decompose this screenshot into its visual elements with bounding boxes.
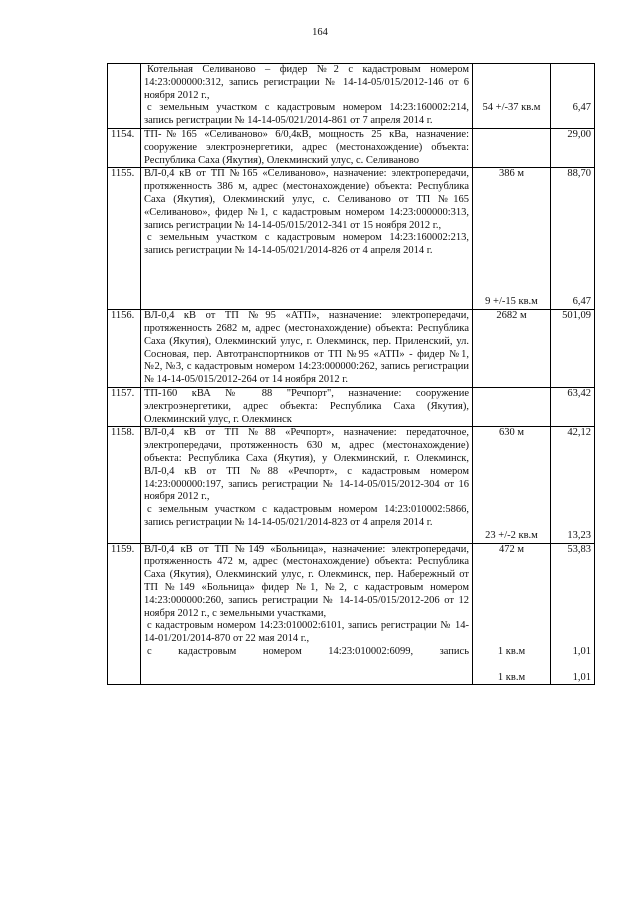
object-description: ВЛ-0,4 кВ от ТП №149 «Больница», назначение: электропередачи, протяженность 472 м, адрес (местонахождение) объекта: Республика Саха (Якутия), Олекминский улус, г. Олекминск, пер. Набережный от ТП №149 «Больница» фидер №1, №2, с кадастровым номером 14:23:000000:260, запись регистрации № 14-14-05/015/2012-206 от 12 ноября 2012 г., с земельными участками, bbox=[144, 543, 469, 619]
area-value: 54 +/-37 кв.м bbox=[482, 102, 541, 114]
cost-value: 42,12 bbox=[567, 427, 591, 439]
land-plot-description: с земельным участком с кадастровым номером 14:23:010002:5866, запись регистрации № 14-14-05/021/2014-823 от 4 апреля 2014 г. bbox=[144, 504, 469, 528]
cost-value: 63,42 bbox=[567, 387, 591, 399]
object-description: ВЛ-0,4 кВ от ТП №95 «АТП», назначение: электропередачи, протяженность 2682 м, адрес (местонахождение) объекта: Республика Саха (Якутия), Олекминский улус, г. Олекминск, пер. Приленский, ул. Сосновая, пер. Автотранспортников от ТП №95 «АТП» - фидер №1, №2, №3, с кадастровым номером 14:23:000000:262, запись регистрации № 14-14-05/015/2012-264 от 14 ноября 2012 г. bbox=[144, 310, 469, 386]
object-description: ТП-160 кВА № 88 "Речпорт", назначение: сооружение электроэнергетики, адрес объекта: Республика Саха (Якутия), Олекминский улус, г. Олекминск bbox=[144, 387, 469, 425]
table-row bbox=[108, 310, 595, 388]
row-number bbox=[108, 64, 141, 129]
land-plot-description: с кадастровым номером 14:23:010002:6101, запись регистрации № 14-14-01/201/2014-870 от 22 мая 2014 г., bbox=[144, 620, 469, 645]
cost-value: 53,83 bbox=[567, 543, 591, 555]
row-number: 1154. bbox=[108, 128, 141, 167]
area-value: 23 +/-2 кв.м bbox=[485, 529, 538, 541]
cost-value: 29,00 bbox=[567, 128, 591, 140]
row-number: 1157. bbox=[108, 387, 141, 426]
object-description: Котельная Селиваново – фидер №2 с кадастровым номером 14:23:000000:312, запись регистрации № 14-14-05/015/2012-146 от 6 ноября 2012 г., bbox=[144, 64, 469, 101]
table-row bbox=[108, 168, 595, 310]
object-description: ТП-№165 «Селиваново» 6/0,4кВ, мощность 25 кВа, назначение: сооружение электроэнергетики, адрес (местонахождение) объекта: Республика Саха (Якутия), Олекминский улус, с. Селиваново bbox=[144, 128, 469, 166]
row-number: 1158. bbox=[108, 427, 141, 543]
length-value: 630 м bbox=[498, 427, 525, 439]
length-value: 472 м bbox=[498, 543, 525, 555]
row-number: 1159. bbox=[108, 543, 141, 685]
row-number: 1156. bbox=[108, 310, 141, 388]
table-row bbox=[108, 128, 595, 167]
cost-value: 6,47 bbox=[572, 296, 591, 308]
object-description: ВЛ-0,4 кВ от ТП №88 «Речпорт», назначение: передаточное, электропередачи, протяженность 630 м, адрес (местонахождение) объекта: Республика Саха (Якутия), у Олекминский, г. Олекминск, ВЛ-0,4 кВ от ТП №88 «Речпорт», с кадастровым номером 14:23:000000:197, запись регистрации № 14-14-05/015/2012-304 от 16 ноября 2012 г., bbox=[144, 427, 469, 503]
cost-value: 88,70 bbox=[567, 168, 591, 180]
table-row bbox=[108, 543, 595, 685]
land-plot-description: с земельным участком с кадастровым номером 14:23:160002:213, запись регистрации № 14-14-05/021/2014-826 от 4 апреля 2014 г. bbox=[144, 232, 469, 257]
cost-value: 1,01 bbox=[572, 671, 591, 683]
table-row bbox=[108, 427, 595, 543]
property-register-table bbox=[107, 63, 595, 685]
cost-value: 13,23 bbox=[567, 529, 591, 541]
area-value: 1 кв.м bbox=[497, 671, 526, 683]
cost-value: 6,47 bbox=[572, 102, 591, 114]
table-row bbox=[108, 387, 595, 426]
table-row bbox=[108, 64, 595, 129]
area-value: 1 кв.м bbox=[497, 645, 526, 657]
cost-value: 501,09 bbox=[562, 310, 591, 322]
land-plot-description: с земельным участком с кадастровым номером 14:23:160002:214, запись регистрации № 14-14-05/021/2014-861 от 7 апреля 2014 г. bbox=[144, 102, 469, 127]
area-value: 9 +/-15 кв.м bbox=[485, 296, 538, 308]
row-number: 1155. bbox=[108, 168, 141, 310]
length-value: 386 м bbox=[498, 168, 525, 180]
cost-value: 1,01 bbox=[572, 645, 591, 657]
object-description: ВЛ-0,4 кВ от ТП №165 «Селиваново», назначение: электропередачи, протяженность 386 м, адрес (местонахождение) объекта: Республика Саха (Якутия), Олекминский улус, с. Селиваново от ТП №165 «Селиваново», фидер №1, с кадастровым номером 14:23:000000:313, запись регистрации № 14-14-05/015/2012-341 от 15 ноября 2012 г., bbox=[144, 168, 469, 231]
page-number: 164 bbox=[312, 27, 328, 38]
length-value: 2682 м bbox=[496, 310, 527, 322]
land-plot-description: с кадастровым номером 14:23:010002:6099, запись bbox=[147, 645, 469, 657]
